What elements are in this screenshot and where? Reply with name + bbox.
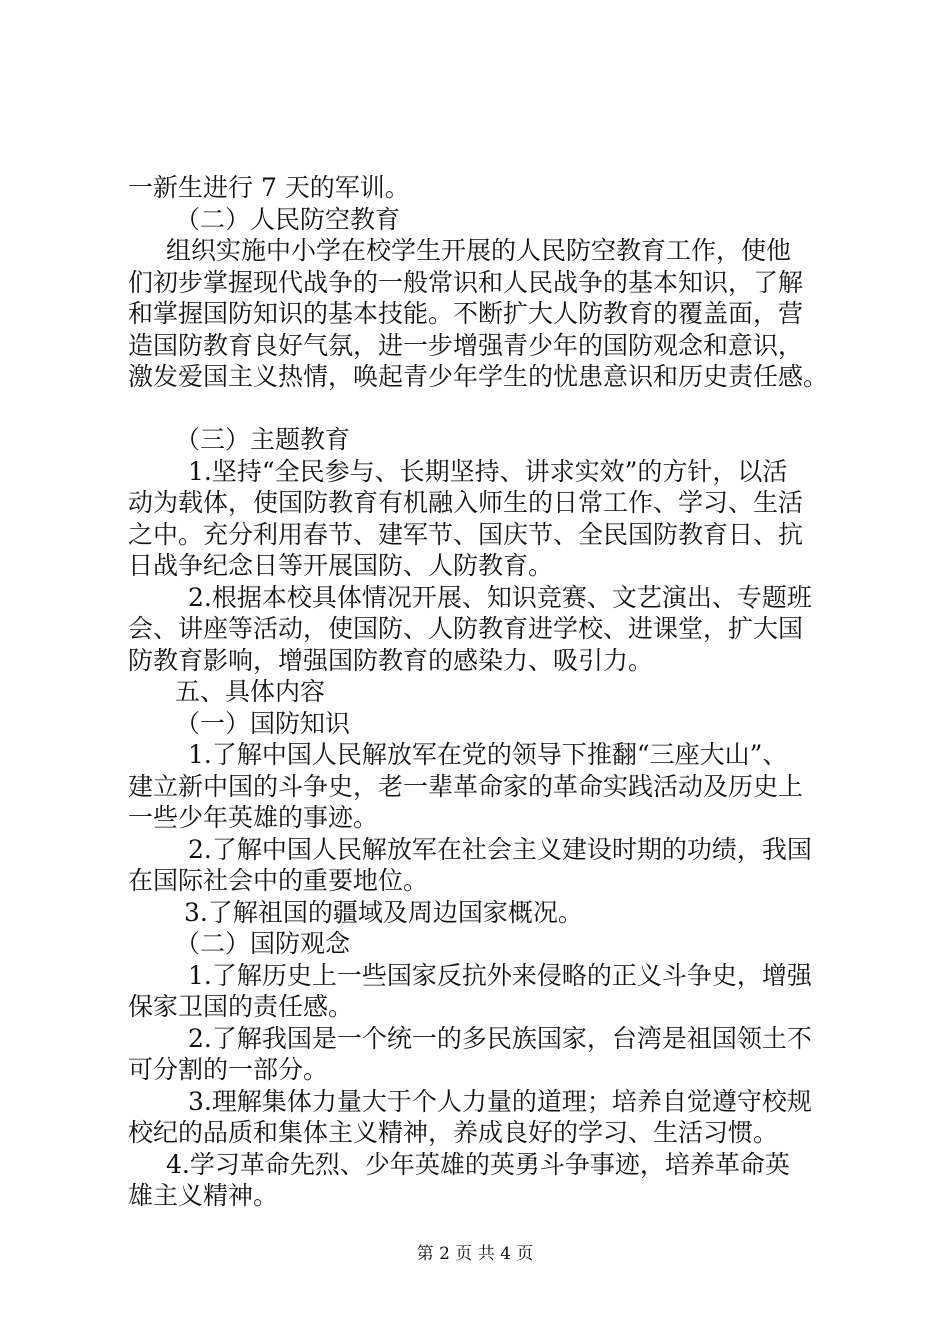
text-line: 和掌握国防知识的基本技能。不断扩大人防教育的覆盖面，营 bbox=[128, 299, 804, 328]
text-line: 3.理解集体力量大于个人力量的道理；培养自觉遵守校规 bbox=[188, 1086, 812, 1116]
text-line: 校纪的品质和集体主义精神，养成良好的学习、生活习惯。 bbox=[128, 1118, 779, 1147]
section-heading: （三）主题教育 bbox=[175, 425, 351, 454]
section-heading: （二）人民防空教育 bbox=[175, 204, 401, 234]
text-line: 一些少年英雄的事迹。 bbox=[128, 803, 379, 832]
section-heading: 五、具体内容 bbox=[175, 677, 326, 706]
text-line: 雄主义精神。 bbox=[128, 1181, 279, 1210]
text-line: 会、讲座等活动，使国防、人防教育进学校、进课堂，扩大国 bbox=[128, 614, 804, 643]
text-line: 2.根据本校具体情况开展、知识竞赛、文艺演出、专题班 bbox=[188, 582, 812, 612]
text-line: 动为载体，使国防教育有机融入师生的日常工作、学习、生活 bbox=[128, 488, 804, 517]
text-line: 1.坚持“全民参与、长期坚持、讲求实效”的方针，以活 bbox=[188, 456, 788, 486]
text-line: 日战争纪念日等开展国防、人防教育。 bbox=[128, 551, 554, 580]
text-line: 1.了解中国人民解放军在党的领导下推翻“三座大山”、 bbox=[188, 740, 788, 769]
paragraph-gap bbox=[128, 393, 833, 425]
text-line: 可分割的一部分。 bbox=[128, 1055, 329, 1084]
text-line: 组织实施中小学在校学生开展的人民防空教育工作，使他 bbox=[166, 236, 792, 265]
section-heading: （一）国防知识 bbox=[175, 708, 351, 738]
text-line: 激发爱国主义热情，唤起青少年学生的忧患意识和历史责任感。 bbox=[128, 362, 829, 391]
text-line: 之中。充分利用春节、建军节、国庆节、全民国防教育日、抗 bbox=[128, 519, 804, 549]
section-heading: （二）国防观念 bbox=[175, 929, 351, 958]
text-line: 保家卫国的责任感。 bbox=[128, 992, 354, 1021]
text-line: 1.了解历史上一些国家反抗外来侵略的正义斗争史，增强 bbox=[188, 960, 812, 990]
text-line: 在国际社会中的重要地位。 bbox=[128, 866, 429, 895]
text-line: 一新生进行 7 天的军训。 bbox=[128, 173, 410, 202]
text-line: 2.了解中国人民解放军在社会主义建设时期的功绩，我国 bbox=[188, 834, 812, 864]
text-line: 防教育影响，增强国防教育的感染力、吸引力。 bbox=[128, 645, 654, 675]
text-line: 们初步掌握现代战争的一般常识和人民战争的基本知识，了解 bbox=[128, 267, 804, 297]
text-line: 造国防教育良好气氛，进一步增强青少年的国防观念和意识， bbox=[128, 330, 804, 360]
text-line: 2.了解我国是一个统一的多民族国家，台湾是祖国领土不 bbox=[188, 1023, 812, 1053]
text-line: 4.学习革命先烈、少年英雄的英勇斗争事迹，培养革命英 bbox=[166, 1149, 790, 1179]
text-line: 3.了解祖国的疆域及周边国家概况。 bbox=[184, 897, 583, 927]
text-line: 建立新中国的斗争史，老一辈革命家的革命实践活动及历史上 bbox=[128, 771, 804, 801]
document-body bbox=[128, 172, 833, 1212]
page-footer: 第 2 页 共 4 页 bbox=[416, 1244, 534, 1264]
